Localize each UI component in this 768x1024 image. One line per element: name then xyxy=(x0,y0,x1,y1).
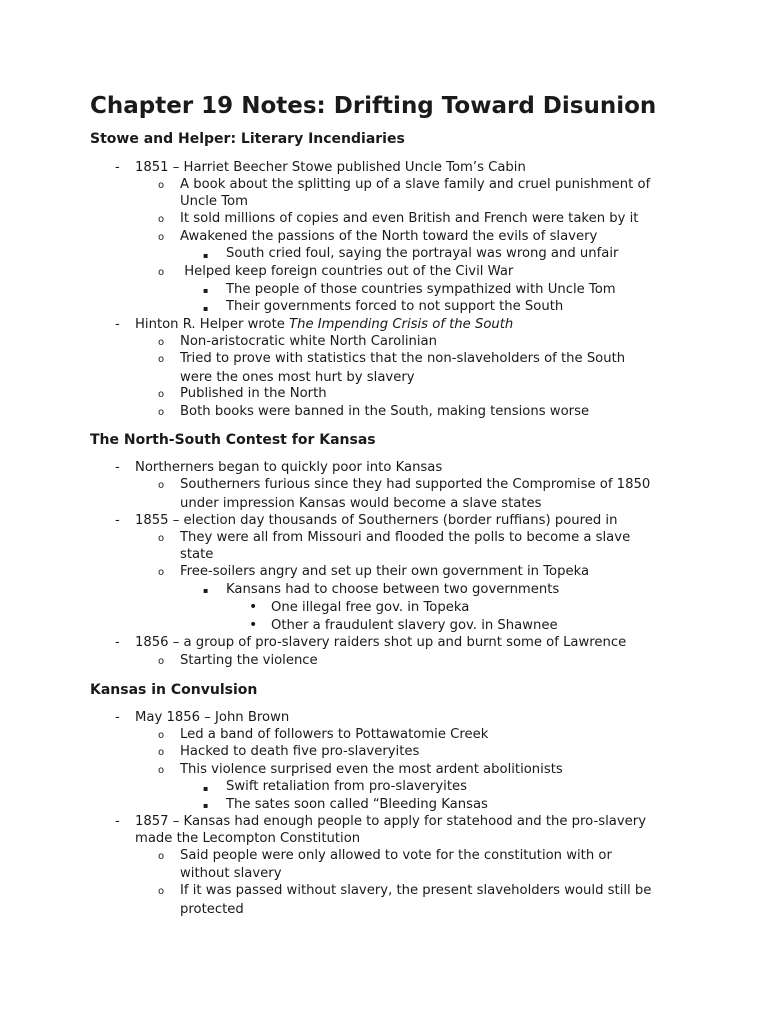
list-item: 1857 – Kansas had enough people to apply for statehood and the pro-slavery xyxy=(135,814,646,829)
list-item: Southerners furious since they had supported the Compromise of 1850 xyxy=(180,477,651,492)
dash-bullet: - xyxy=(115,710,120,725)
dash-bullet: - xyxy=(115,160,120,175)
square-bullet: ▪ xyxy=(203,304,209,313)
circle-bullet: o xyxy=(158,354,165,365)
list-item-continuation: made the Lecompton Constitution xyxy=(135,831,361,846)
circle-bullet: o xyxy=(158,533,165,544)
circle-bullet: o xyxy=(158,389,165,400)
list-item: It sold millions of copies and even British and French were taken by it xyxy=(180,211,639,226)
circle-bullet: o xyxy=(158,232,165,243)
square-bullet: ▪ xyxy=(203,251,209,260)
list-item-continuation: protected xyxy=(180,902,244,917)
circle-bullet: o xyxy=(158,267,165,278)
circle-bullet: o xyxy=(158,886,165,897)
list-item: Free-soilers angry and set up their own government in Topeka xyxy=(180,564,590,579)
list-item-continuation: under impression Kansas would become a slave states xyxy=(180,496,542,511)
list-item: The people of those countries sympathized with Uncle Tom xyxy=(226,282,616,297)
list-item: Said people were only allowed to vote for the constitution with or xyxy=(180,848,612,863)
list-item-continuation: Uncle Tom xyxy=(180,194,248,209)
list-item-continuation: state xyxy=(180,547,214,562)
circle-bullet: o xyxy=(158,851,165,862)
list-item: Tried to prove with statistics that the non-slaveholders of the South xyxy=(180,351,626,366)
list-item: Hacked to death five pro-slaveryites xyxy=(180,744,420,759)
list-item-continuation: were the ones most hurt by slavery xyxy=(180,370,415,385)
list-item: 1855 – election day thousands of Southerners (border ruffians) poured in xyxy=(135,513,618,528)
section-heading-kansas-contest: The North-South Contest for Kansas xyxy=(90,432,376,448)
list-item: 1856 – a group of pro-slavery raiders shot up and burnt some of Lawrence xyxy=(135,635,627,650)
dash-bullet: - xyxy=(115,460,120,475)
section-heading-kansas-convulsion: Kansas in Convulsion xyxy=(90,682,258,698)
list-item-text: Hinton R. Helper wrote xyxy=(135,317,290,332)
round-bullet: • xyxy=(249,617,258,633)
list-item-continuation: without slavery xyxy=(180,866,282,881)
circle-bullet: o xyxy=(158,567,165,578)
list-item: May 1856 – John Brown xyxy=(135,710,290,725)
list-item: This violence surprised even the most ardent abolitionists xyxy=(180,762,563,777)
list-item: South cried foul, saying the portrayal was wrong and unfair xyxy=(226,246,619,261)
dash-bullet: - xyxy=(115,513,120,528)
list-item: 1851 – Harriet Beecher Stowe published Uncle Tom’s Cabin xyxy=(135,160,526,175)
list-item: Non-aristocratic white North Carolinian xyxy=(180,334,437,349)
circle-bullet: o xyxy=(158,765,165,776)
list-item xyxy=(135,316,513,333)
circle-bullet: o xyxy=(158,407,165,418)
list-item: Starting the violence xyxy=(180,653,318,668)
dash-bullet: - xyxy=(115,635,120,650)
book-title-italic: The Impending Crisis of the South xyxy=(289,317,514,332)
list-item: The sates soon called “Bleeding Kansas xyxy=(226,797,488,812)
list-item: Swift retaliation from pro-slaveryites xyxy=(226,779,467,794)
list-item: A book about the splitting up of a slave family and cruel punishment of xyxy=(180,177,651,192)
circle-bullet: o xyxy=(158,480,165,491)
square-bullet: ▪ xyxy=(203,801,209,810)
dash-bullet: - xyxy=(115,814,120,829)
list-item: Led a band of followers to Pottawatomie Creek xyxy=(180,727,489,742)
circle-bullet: o xyxy=(158,214,165,225)
dash-bullet: - xyxy=(115,317,120,332)
list-item: Kansans had to choose between two governments xyxy=(226,582,560,597)
square-bullet: ▪ xyxy=(203,586,209,595)
section-heading-stowe-helper: Stowe and Helper: Literary Incendiaries xyxy=(90,131,405,147)
list-item: Northerners began to quickly poor into Kansas xyxy=(135,460,443,475)
list-item: Helped keep foreign countries out of the Civil War xyxy=(180,264,514,279)
round-bullet: • xyxy=(249,599,258,615)
list-item: One illegal free gov. in Topeka xyxy=(271,600,470,615)
list-item: Awakened the passions of the North toward the evils of slavery xyxy=(180,229,598,244)
list-item: If it was passed without slavery, the present slaveholders would still be xyxy=(180,883,652,898)
square-bullet: ▪ xyxy=(203,286,209,295)
circle-bullet: o xyxy=(158,747,165,758)
circle-bullet: o xyxy=(158,656,165,667)
list-item: Their governments forced to not support the South xyxy=(226,299,564,314)
list-item: Other a fraudulent slavery gov. in Shawnee xyxy=(271,618,558,633)
square-bullet: ▪ xyxy=(203,784,209,793)
list-item: Both books were banned in the South, making tensions worse xyxy=(180,404,590,419)
circle-bullet: o xyxy=(158,337,165,348)
circle-bullet: o xyxy=(158,180,165,191)
list-item: Published in the North xyxy=(180,386,327,401)
page-title: Chapter 19 Notes: Drifting Toward Disunion xyxy=(90,93,657,119)
list-item: They were all from Missouri and flooded the polls to become a slave xyxy=(180,530,631,545)
circle-bullet: o xyxy=(158,730,165,741)
